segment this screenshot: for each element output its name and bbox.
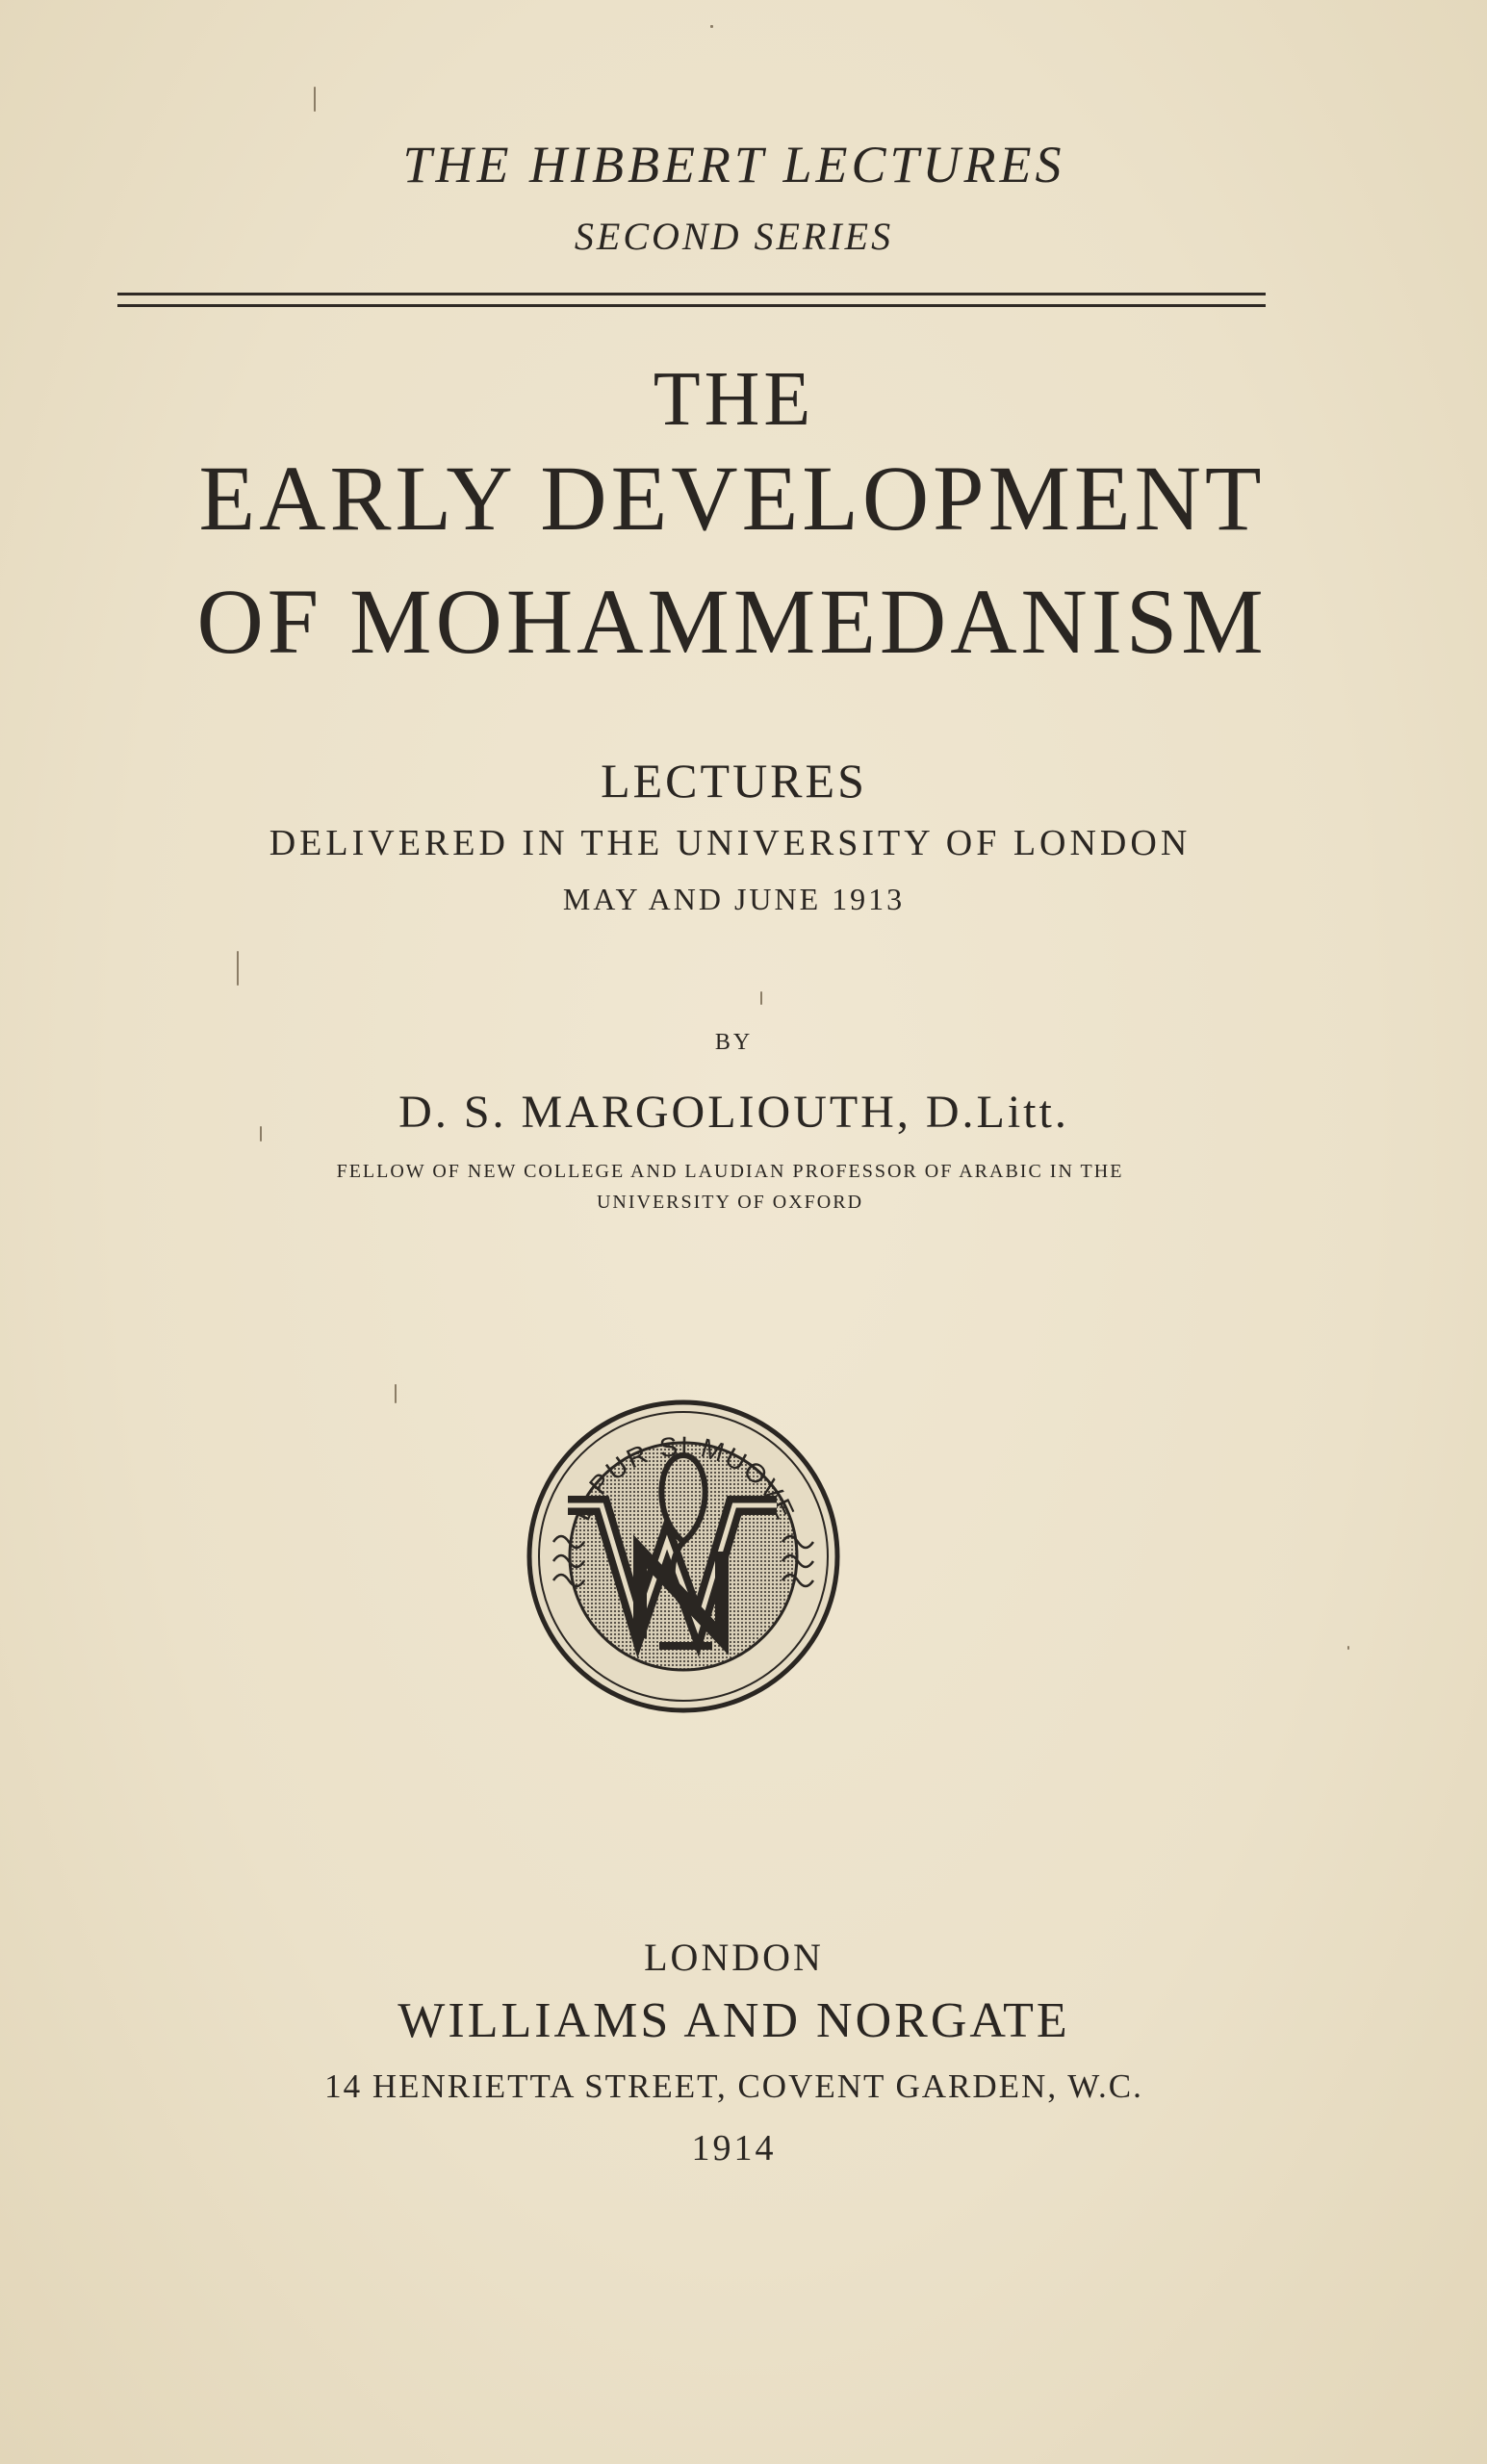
lecture-date: MAY AND JUNE 1913	[562, 882, 906, 916]
paper-fleck	[237, 951, 239, 986]
paper-fleck	[1347, 1646, 1349, 1650]
author-affiliation-line-1: FELLOW OF NEW COLLEGE AND LAUDIAN PROFESSOR OF ARABIC IN THE	[336, 1161, 1124, 1182]
imprint-year: 1914	[691, 2128, 777, 2169]
paper-fleck	[710, 25, 713, 28]
double-rule-bottom	[117, 304, 1266, 307]
double-rule-top	[117, 293, 1266, 295]
title-line-2: EARLY DEVELOPMENT	[198, 447, 1266, 550]
imprint-publisher: WILLIAMS AND NORGATE	[397, 1993, 1070, 2048]
author-name: D. S. MARGOLIOUTH, D.Litt.	[398, 1087, 1069, 1138]
seal-motto: E PUR SI MUOVE	[565, 1430, 802, 1526]
delivered-line: DELIVERED IN THE UNIVERSITY OF LONDON	[269, 823, 1192, 863]
imprint-city: LONDON	[644, 1936, 824, 1979]
publisher-seal-icon	[525, 1398, 842, 1715]
imprint-address: 14 HENRIETTA STREET, COVENT GARDEN, W.C.	[324, 2067, 1143, 2105]
author-affiliation-line-2: UNIVERSITY OF OXFORD	[596, 1192, 864, 1213]
paper-fleck	[395, 1384, 397, 1403]
series-subtitle: SECOND SERIES	[574, 215, 894, 258]
paper-fleck	[314, 87, 316, 112]
title-line-1: THE	[653, 357, 815, 442]
series-title: THE HIBBERT LECTURES	[402, 136, 1065, 193]
lectures-heading: LECTURES	[601, 754, 867, 808]
by-label: BY	[714, 1030, 754, 1055]
title-line-3: OF MOHAMMEDANISM	[196, 570, 1268, 673]
paper-fleck	[260, 1126, 262, 1142]
paper-fleck	[760, 991, 762, 1005]
